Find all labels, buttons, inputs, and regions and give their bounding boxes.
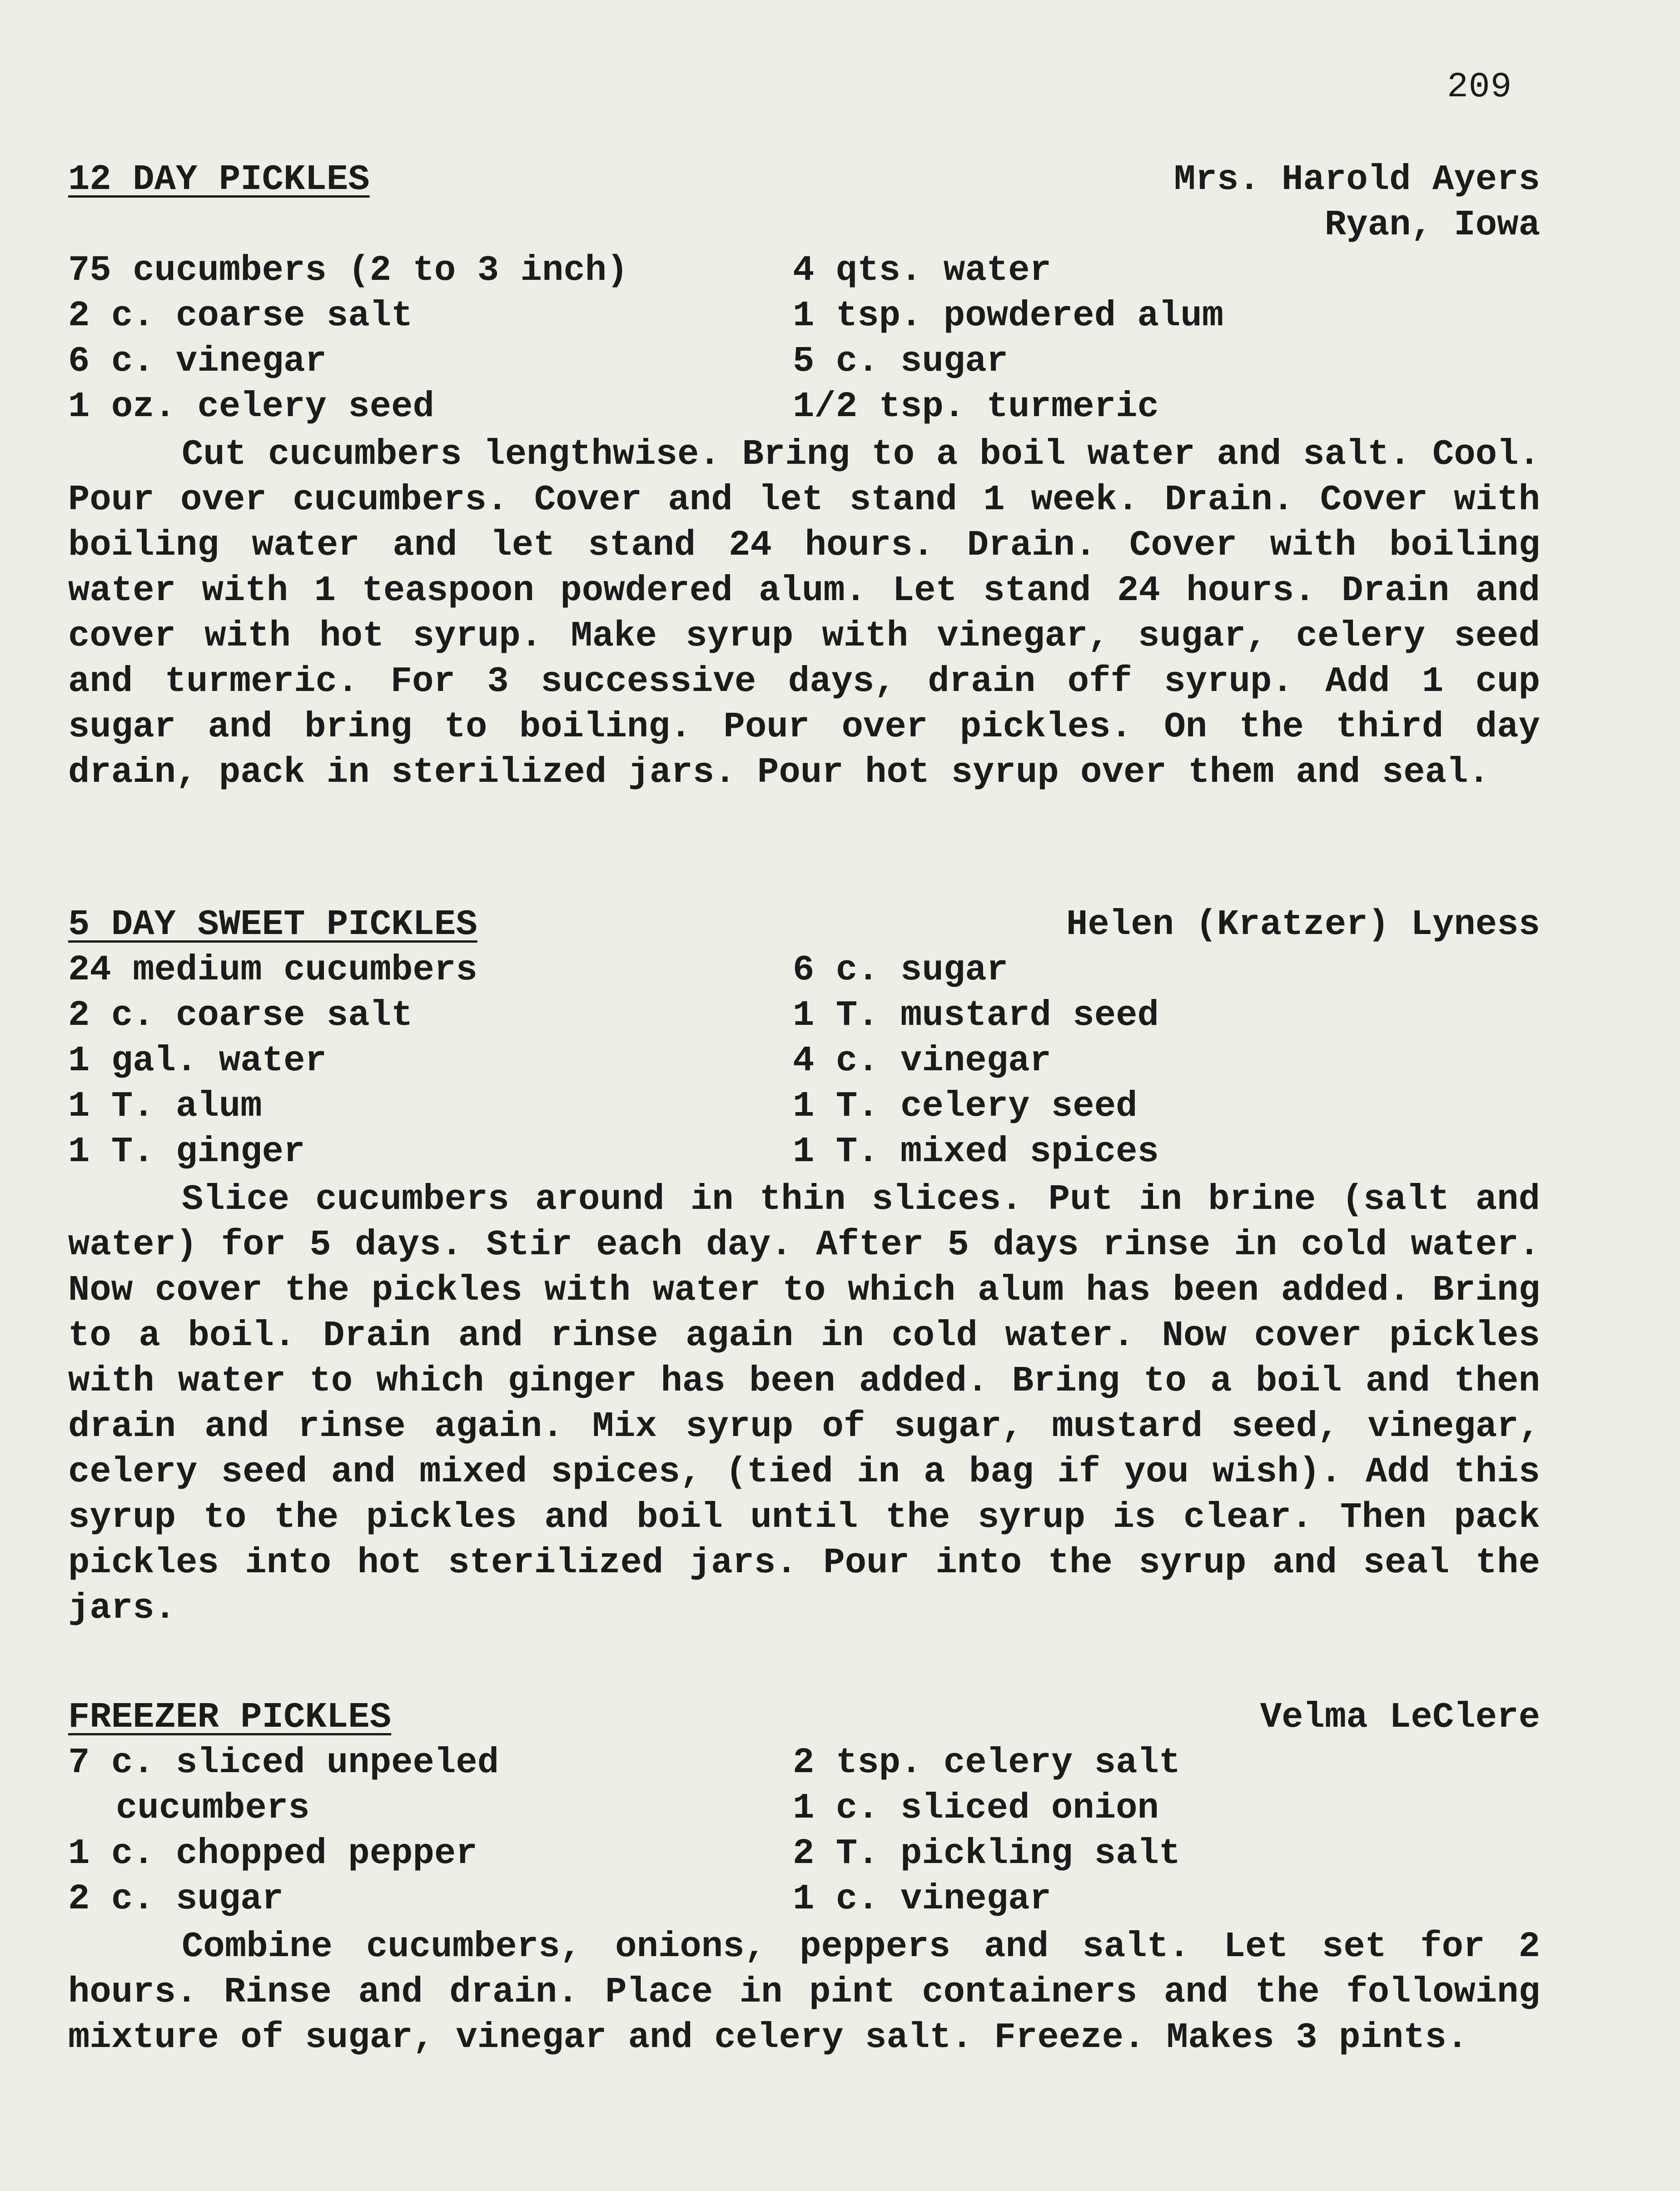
ingredient-row bbox=[68, 1131, 1540, 1177]
recipe-directions: Combine cucumbers, onions, peppers and salt. Let set for 2 hours. Rinse and drain. Place in pint containers and the following mixture of sugar, vinegar and celery salt. Freeze. Makes 3 pints. bbox=[68, 1926, 1540, 2058]
ingredient-left: 24 medium cucumbers bbox=[68, 949, 477, 990]
ingredient-row bbox=[68, 341, 1540, 386]
recipe-5-day-sweet-pickles bbox=[68, 904, 1540, 1631]
page-number: 209 bbox=[1447, 67, 1512, 107]
recipe-location-row bbox=[68, 204, 1540, 250]
ingredient-row bbox=[68, 1833, 1540, 1878]
recipe-freezer-pickles bbox=[68, 1697, 1540, 2060]
ingredient-row bbox=[68, 1040, 1540, 1086]
ingredient-right: 1 T. celery seed bbox=[793, 1086, 1138, 1127]
ingredient-left: 2 c. sugar bbox=[68, 1878, 284, 1919]
ingredient-row bbox=[68, 995, 1540, 1040]
ingredient-row bbox=[68, 1742, 1540, 1788]
recipe-directions: Cut cucumbers lengthwise. Bring to a boil water and salt. Cool. Pour over cucumbers. Cover and let stand 1 week. Drain. Cover with boiling water and let stand 24 hours. Drain. Cover with boiling water with 1 teaspoon powdered alum. Let stand 24 hours. Drain and cover with hot syrup. Make syrup with vinegar, sugar, celery seed and turmeric. For 3 successive days, drain off syrup. Add 1 cup sugar and bring to boiling. Pour over pickles. On the third day drain, pack in sterilized jars. Pour hot syrup over them and seal. bbox=[68, 434, 1540, 793]
recipe-header bbox=[68, 904, 1540, 949]
ingredient-right: 1 c. sliced onion bbox=[793, 1788, 1159, 1828]
ingredient-left: 7 c. sliced unpeeled bbox=[68, 1742, 499, 1783]
ingredient-right: 4 c. vinegar bbox=[793, 1040, 1051, 1081]
ingredient-left: 1 T. ginger bbox=[68, 1131, 305, 1172]
ingredient-right: 2 tsp. celery salt bbox=[793, 1742, 1181, 1783]
recipe-title: FREEZER PICKLES bbox=[68, 1697, 392, 1738]
ingredient-right: 1/2 tsp. turmeric bbox=[793, 386, 1159, 427]
ingredient-row bbox=[68, 386, 1540, 432]
ingredient-row bbox=[68, 1878, 1540, 1924]
ingredient-row bbox=[68, 949, 1540, 995]
recipe-header bbox=[68, 1697, 1540, 1742]
ingredient-right: 4 qts. water bbox=[793, 250, 1051, 291]
ingredient-left: 6 c. vinegar bbox=[68, 341, 327, 382]
ingredient-row bbox=[68, 1788, 1540, 1833]
recipe-directions: Slice cucumbers around in thin slices. Put in brine (salt and water) for 5 days. Stir each day. After 5 days rinse in cold water. Now cover the pickles with water to which alum has been added. Bring to a boil. Drain and rinse again in cold water. Now cover pickles with water to which ginger has been added. Bring to a boil and then drain and rinse again. Mix syrup of sugar, mustard seed, vinegar, celery seed and mixed spices, (tied in a bag if you wish). Add this syrup to the pickles and boil until the syrup is clear. Then pack pickles into hot sterilized jars. Pour into the syrup and seal the jars. bbox=[68, 1179, 1540, 1629]
recipe-12-day-pickles bbox=[68, 159, 1540, 795]
ingredient-left: 2 c. coarse salt bbox=[68, 995, 413, 1036]
recipe-author: Helen (Kratzer) Lyness bbox=[1066, 904, 1540, 945]
ingredient-right: 5 c. sugar bbox=[793, 341, 1009, 382]
ingredient-right: 6 c. sugar bbox=[793, 949, 1009, 990]
ingredient-row bbox=[68, 250, 1540, 295]
ingredient-right: 1 c. vinegar bbox=[793, 1878, 1051, 1919]
ingredient-right: 1 T. mustard seed bbox=[793, 995, 1159, 1036]
recipe-header bbox=[68, 159, 1540, 204]
ingredient-left: 1 gal. water bbox=[68, 1040, 327, 1081]
ingredient-right: 1 tsp. powdered alum bbox=[793, 295, 1224, 336]
recipe-location: Ryan, Iowa bbox=[1324, 204, 1540, 245]
ingredient-right: 2 T. pickling salt bbox=[793, 1833, 1181, 1874]
ingredient-row bbox=[68, 295, 1540, 341]
recipe-title: 12 DAY PICKLES bbox=[68, 159, 370, 200]
ingredient-row bbox=[68, 1086, 1540, 1131]
ingredient-left: 1 T. alum bbox=[68, 1086, 262, 1127]
ingredient-left: 1 oz. celery seed bbox=[68, 386, 434, 427]
recipe-title: 5 DAY SWEET PICKLES bbox=[68, 904, 477, 945]
recipe-author: Mrs. Harold Ayers bbox=[1174, 159, 1540, 200]
ingredient-left: cucumbers bbox=[116, 1788, 310, 1828]
ingredient-left: 1 c. chopped pepper bbox=[68, 1833, 477, 1874]
ingredient-left: 2 c. coarse salt bbox=[68, 295, 413, 336]
ingredient-right: 1 T. mixed spices bbox=[793, 1131, 1159, 1172]
ingredient-left: 75 cucumbers (2 to 3 inch) bbox=[68, 250, 628, 291]
recipe-author: Velma LeClere bbox=[1260, 1697, 1540, 1738]
